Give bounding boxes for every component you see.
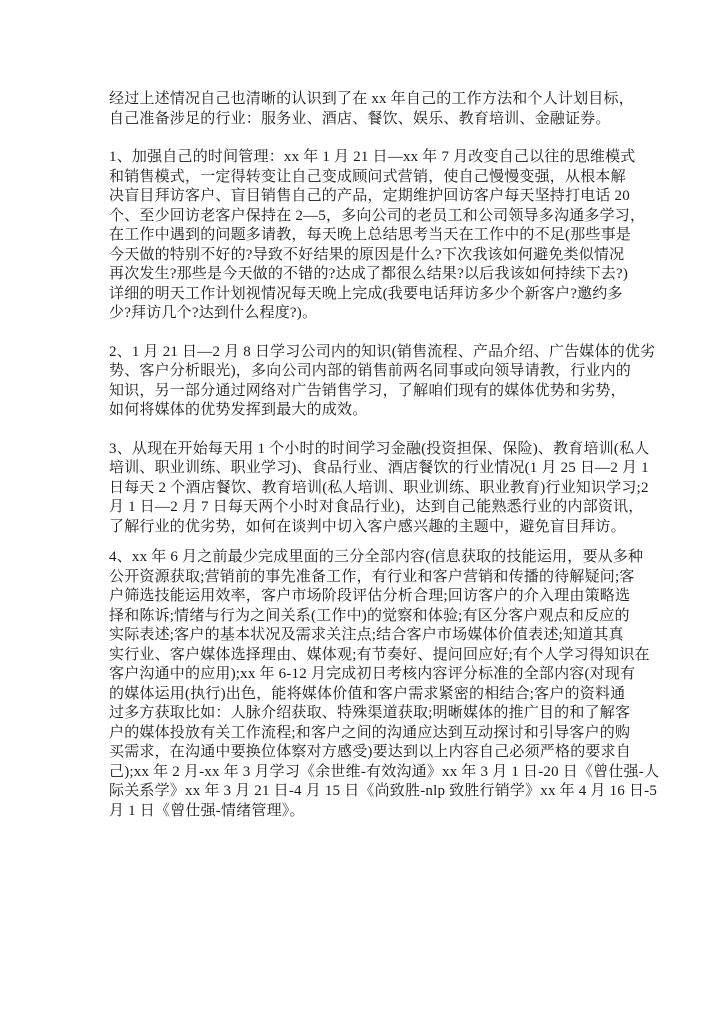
paragraph <box>109 440 650 538</box>
text-line: 培训、职业训练、职业学习)、食品行业、酒店餐饮的行业情况(1 月 25 日—2 月 1 <box>109 460 649 476</box>
document-page <box>109 90 660 840</box>
text-line: 个、至少回访老客户保持在 2—5，多向公司的老员工和公司领导多沟通多学习， <box>109 207 646 224</box>
text-line: 在工作中遇到的问题多请教，每天晚上总结思考当天在工作中的不足(那些事是 <box>109 227 631 243</box>
text-line: 详细的明天工作计划视情况每天晚上完成(我要电话拜访多少个新客户?邀约多 <box>109 285 623 302</box>
text-line: 2、1 月 21 日—2 月 8 日学习公司内的知识(销售流程、产品介绍、广告媒体的优劣 <box>109 343 656 360</box>
text-line: 月 1 日《曾仕强-情绪管理》。 <box>109 802 305 819</box>
text-line: 再次发生?那些是今天做的不错的?达成了都很么结果?以后我该如何持续下去?) <box>109 266 629 282</box>
paragraph <box>109 548 660 821</box>
text-line: 客户沟通中的应用);xx 年 6-12 月完成初日考核内容评分标准的全部内容(对现有 <box>109 666 636 682</box>
text-line: 月 1 日—2 月 7 日每天两个小时对食品行业)，达到自己能熟悉行业的内部资讯， <box>109 499 644 515</box>
text-line: 买需求，在沟通中要换位体察对方感受)要达到以上内容自己必须严格的要求自 <box>109 744 631 760</box>
text-line: 日每天 2 个酒店餐饮、教育培训(私人培训、职业训练、职业教育)行业知识学习;2 <box>109 479 649 496</box>
text-line: 实际表述;客户的基本状况及需求关注点;结合客户市场媒体价值表述;知道其真 <box>109 627 624 643</box>
text-line: 己);xx 年 2 月-xx 年 3 月学习《余世维-有效沟通》xx 年 3 月 1 日-20 日《曾仕强-人 <box>109 763 660 780</box>
text-line: 3、从现在开始每天用 1 个小时的时间学习金融(投资担保、保险)、教育培训(私人 <box>109 440 650 457</box>
text-line: 势、客户分析眼光)，多向公司内部的销售前两名同事或向领导请教，行业内的 <box>109 363 631 379</box>
text-line: 择和陈诉;情绪与行为之间关系(工作中)的觉察和体验;有区分客户观点和反应的 <box>109 607 630 624</box>
text-line: 4、xx 年 6 月之前最少完成里面的三分全部内容(信息获取的技能运用，要从多种 <box>109 549 644 565</box>
text-line: 际关系学》xx 年 3 月 21 日-4 月 15 日《尚致胜-nlp 致胜行销学》xx 年 4 月 16 日-5 <box>109 783 658 799</box>
text-line: 公开资源获取;营销前的事先准备工作，有行业和客户营销和传播的待解疑问;客 <box>109 568 635 585</box>
text-line: 自己准备涉足的行业：服务业、酒店、餐饮、娱乐、教育培训、金融证券。 <box>109 110 611 127</box>
text-line: 了解行业的优劣势，如何在谈判中切入客户感兴趣的主题中，避免盲目拜访。 <box>109 518 626 535</box>
text-line: 和销售模式，一定得转变让自己变成顾问式营销，使自己慢慢变强，从根本解 <box>109 168 626 185</box>
text-line: 如何将媒体的优势发挥到最大的成效。 <box>109 402 368 418</box>
text-line: 决盲目拜访客户、盲目销售自己的产品，定期维护回访客户每天坚持打电话 20 <box>109 188 630 204</box>
paragraph <box>109 90 639 129</box>
text-line: 户筛选技能运用效率，客户市场阶段评估分析合理;回访客户的介入理由策略选 <box>109 588 631 604</box>
text-line: 今天做的特别不好的?导致不好结果的原因是什么?下次我该如何避免类似情况 <box>109 246 625 263</box>
text-line: 经过上述情况自己也清晰的认识到了在 xx 年自己的工作方法和个人计划目标， <box>109 91 634 107</box>
text-line: 户的媒体投放有关工作流程;和客户之间的沟通应达到互动探讨和引导客户的购 <box>109 724 631 741</box>
paragraph <box>109 148 646 324</box>
text-line: 的媒体运用(执行)出色，能将媒体价值和客户需求紧密的相结合;客户的资料通 <box>109 685 626 702</box>
text-line: 知识，另一部分通过网络对广告销售学习，了解咱们现有的媒体优势和劣势， <box>109 382 626 399</box>
text-line: 实行业、客户媒体选择理由、媒体观;有节奏好、提问回应好;有个人学习得知识在 <box>109 646 650 663</box>
text-line: 1、加强自己的时间管理：xx 年 1 月 21 日—xx 年 7 月改变自己以往的思维模式 <box>109 149 636 165</box>
text-line: 过多方获取比如：人脉介绍获取、特殊渠道获取;明晰媒体的推广目的和了解客 <box>109 705 631 721</box>
text-line: 少?拜访几个?达到什么程度?)。 <box>109 305 318 321</box>
paragraph <box>109 343 656 421</box>
